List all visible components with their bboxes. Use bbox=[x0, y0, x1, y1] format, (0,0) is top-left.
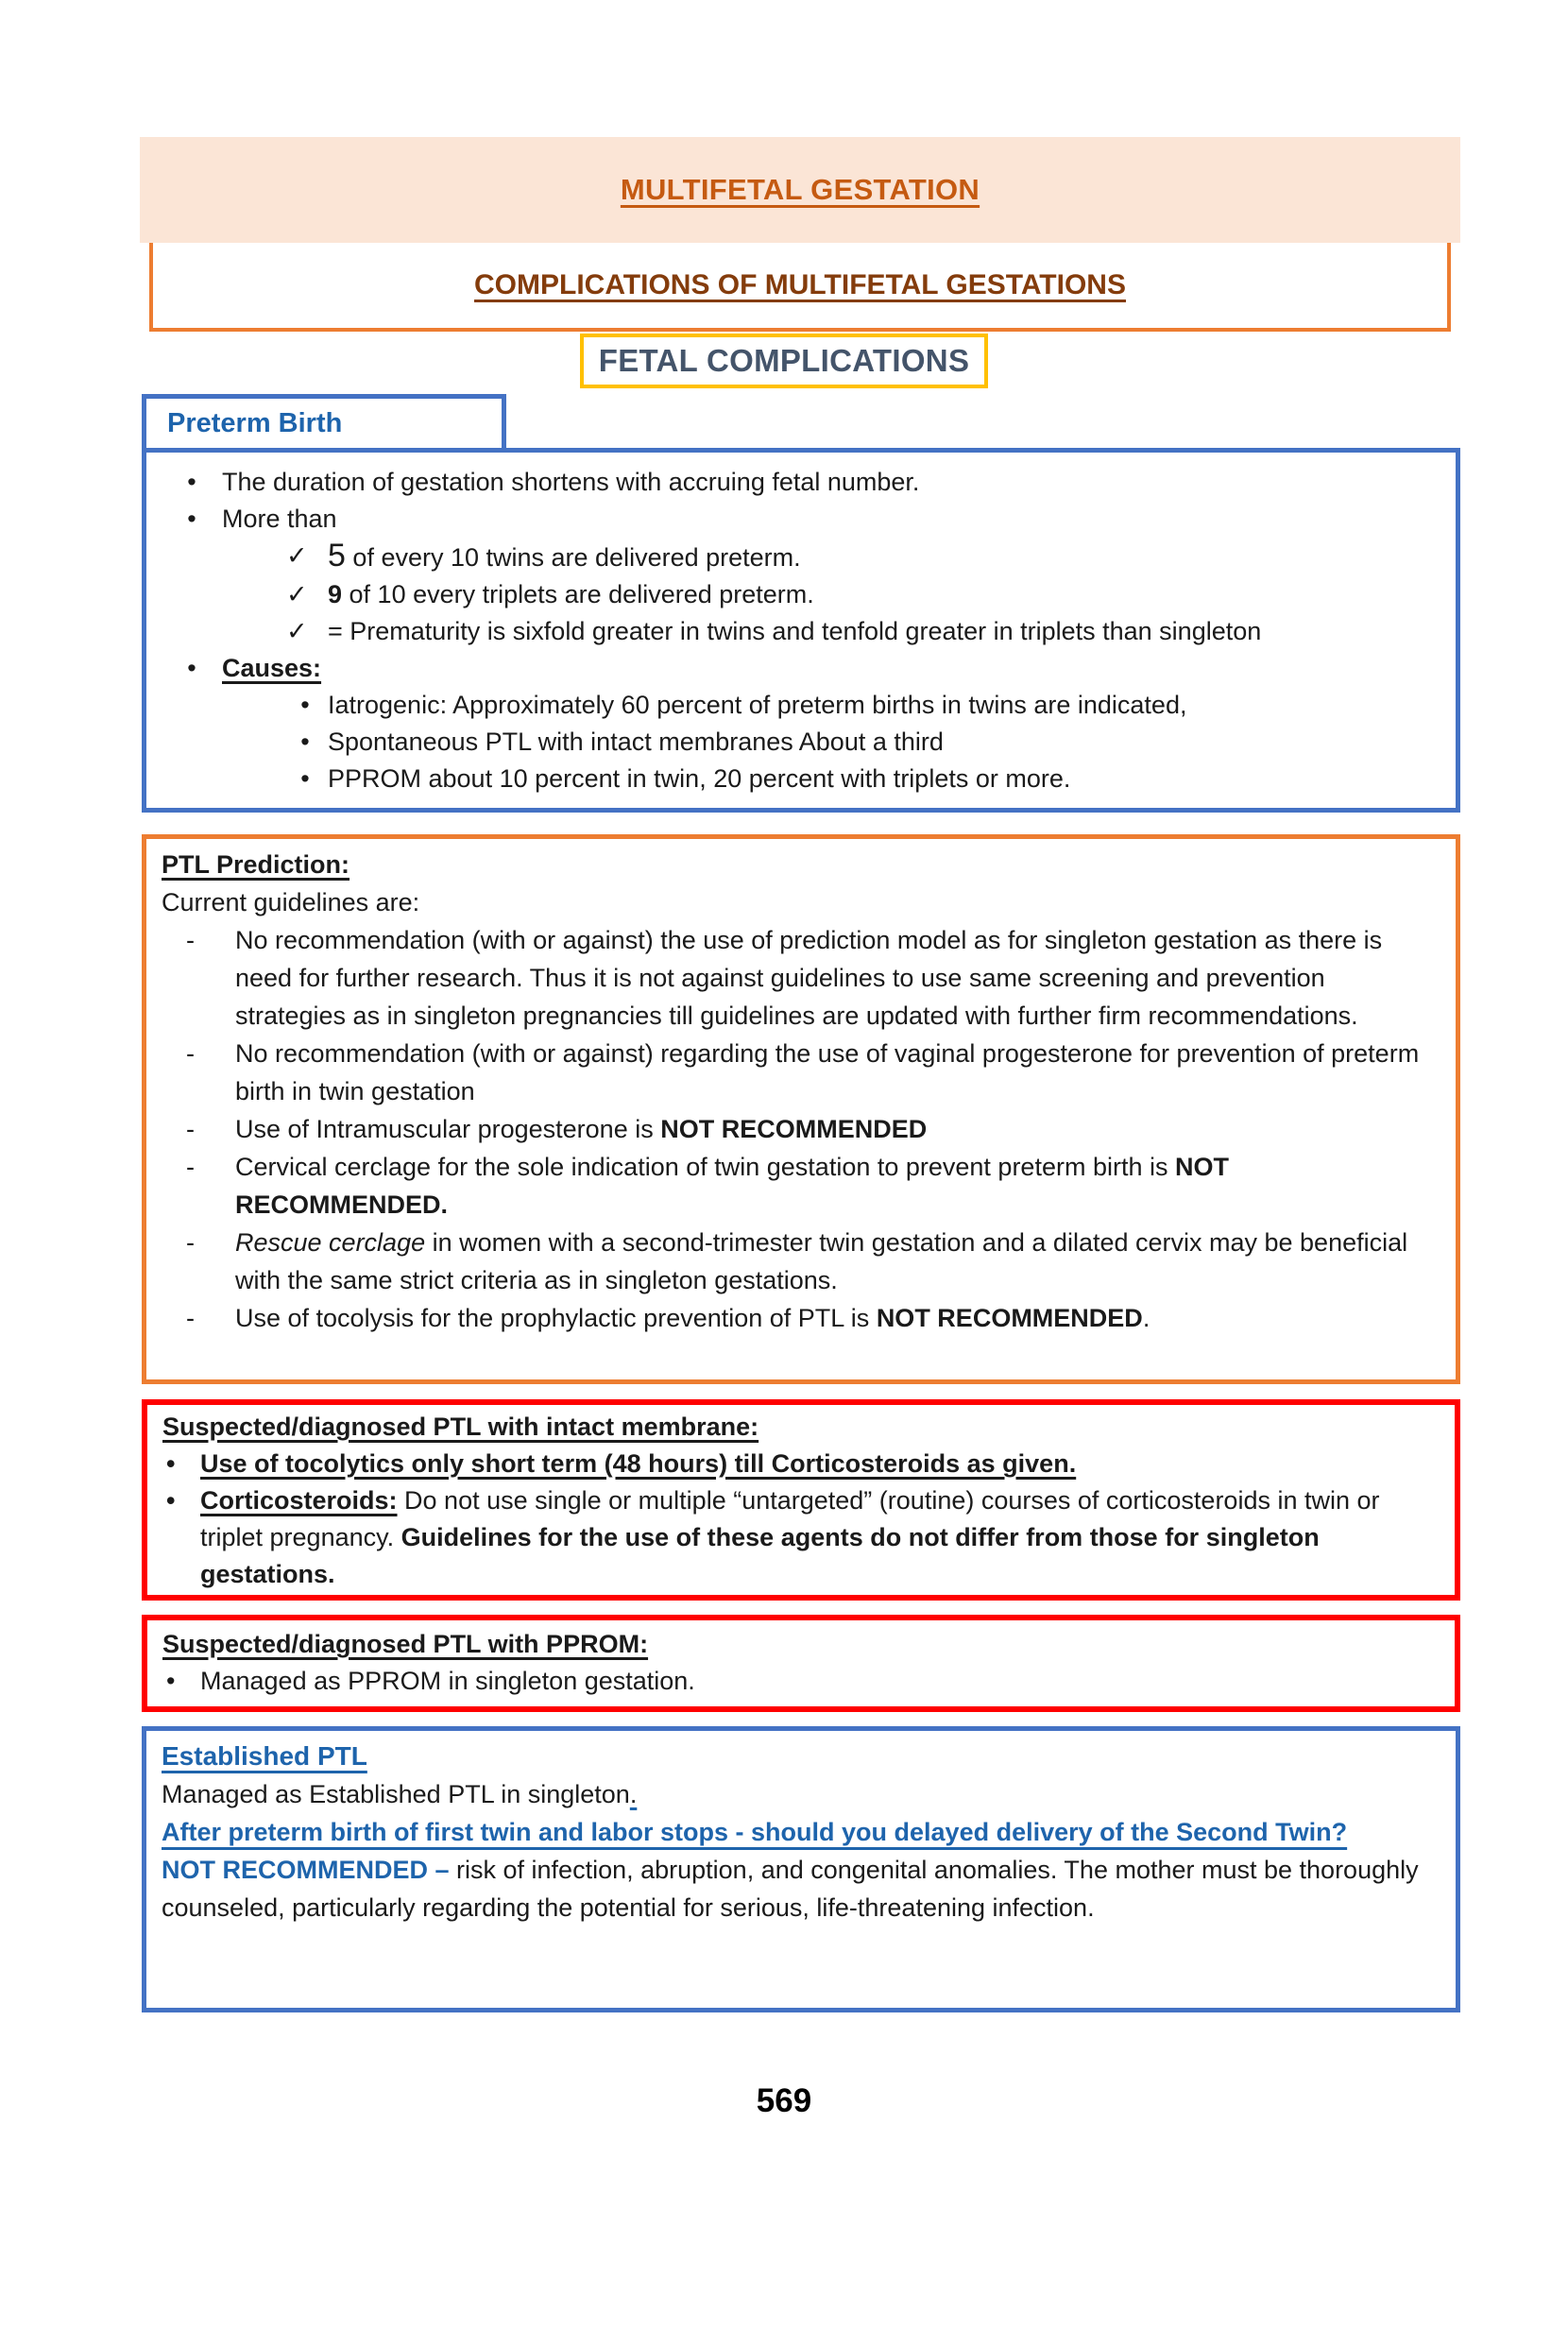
line-text: Managed as Established PTL in singleton bbox=[162, 1780, 630, 1808]
dash-icon: - bbox=[186, 1228, 195, 1257]
established-line bbox=[162, 1775, 1433, 1813]
preterm-birth-box bbox=[142, 448, 1460, 813]
check-item-rest: of 10 every triplets are delivered preterm. bbox=[342, 580, 814, 608]
intact-membrane-heading: Suspected/diagnosed PTL with intact membrane: bbox=[162, 1413, 759, 1441]
list-item-text: More than bbox=[222, 505, 337, 533]
list-item bbox=[162, 1299, 1423, 1337]
list-item bbox=[162, 1148, 1423, 1224]
list-item bbox=[162, 501, 1427, 538]
complications-header-box bbox=[149, 243, 1451, 332]
established-ptl-box bbox=[142, 1726, 1460, 2012]
list-item-text bbox=[235, 1148, 1423, 1224]
list-item bbox=[282, 687, 1427, 724]
list-item bbox=[162, 1110, 1423, 1148]
bullet-icon: • bbox=[166, 1449, 176, 1478]
list-item bbox=[162, 1446, 1432, 1482]
tocolytics-text: Use of tocolytics only short term (48 hours) till Corticosteroids as given. bbox=[200, 1449, 1077, 1478]
rescue-cerclage-text: Rescue cerclage bbox=[235, 1228, 426, 1257]
answer-line bbox=[162, 1851, 1433, 1927]
dash-icon: - bbox=[186, 1304, 195, 1332]
check-item-rest: of every 10 twins are delivered preterm. bbox=[345, 543, 801, 572]
ptl-pprom-box bbox=[142, 1615, 1460, 1712]
list-item bbox=[162, 1035, 1423, 1110]
list-item bbox=[162, 921, 1423, 1035]
period-mark: . bbox=[629, 1780, 638, 1808]
bullet-icon: • bbox=[166, 1486, 176, 1515]
check-item bbox=[282, 576, 1427, 613]
ptl-prediction-box bbox=[142, 834, 1460, 1384]
list-item bbox=[162, 650, 1427, 687]
check-item-text bbox=[328, 538, 1427, 576]
ptl-prediction-heading: PTL Prediction: bbox=[162, 850, 350, 879]
pprom-heading: Suspected/diagnosed PTL with PPROM: bbox=[162, 1630, 649, 1658]
list-item-text: PPROM about 10 percent in twin, 20 percent with triplets or more. bbox=[328, 764, 1071, 793]
bullet-icon: • bbox=[187, 468, 196, 496]
dash-icon: - bbox=[186, 1039, 195, 1068]
list-item-text: No recommendation (with or against) regarding the use of vaginal progesterone for prevention of preterm birth in twin gestation bbox=[235, 1039, 1420, 1105]
dash-icon: - bbox=[186, 1115, 195, 1143]
check-item-text: = Prematurity is sixfold greater in twins and tenfold greater in triplets than singleton bbox=[328, 617, 1262, 645]
check-icon: ✓ bbox=[286, 617, 308, 645]
complications-title: COMPLICATIONS OF MULTIFETAL GESTATIONS bbox=[474, 269, 1126, 300]
page-title: MULTIFETAL GESTATION bbox=[620, 173, 980, 206]
check-icon: ✓ bbox=[286, 541, 308, 570]
causes-heading: Causes: bbox=[222, 654, 322, 682]
list-item-text: Iatrogenic: Approximately 60 percent of preterm births in twins are indicated, bbox=[328, 691, 1187, 719]
bullet-icon: • bbox=[300, 764, 310, 793]
preterm-birth-tab-label: Preterm Birth bbox=[167, 407, 343, 438]
corticosteroids-label: Corticosteroids: bbox=[200, 1486, 398, 1515]
guidelines-bold-text: Guidelines for the use of these agents do not differ from those for singleton gestations. bbox=[200, 1523, 1320, 1588]
list-item bbox=[162, 1482, 1432, 1593]
list-item bbox=[162, 1224, 1423, 1299]
check-icon: ✓ bbox=[286, 580, 308, 608]
list-item bbox=[162, 1663, 1432, 1700]
check-list bbox=[282, 538, 1427, 650]
not-recommended-text: NOT RECOMMENDED. bbox=[235, 1153, 1229, 1219]
answer-rest: risk of infection, abruption, and congenital anomalies. The mother must be thoroughly counseled, particularly regarding the potential for serious, life-threatening infection. bbox=[162, 1856, 1419, 1922]
list-item-text bbox=[235, 1299, 1423, 1337]
ptl-prediction-intro: Current guidelines are: bbox=[162, 888, 420, 916]
title-banner bbox=[140, 137, 1460, 243]
item-text: Use of tocolysis for the prophylactic prevention of PTL is bbox=[235, 1304, 877, 1332]
established-ptl-heading: Established PTL bbox=[162, 1741, 367, 1771]
item-text: in women with a second-trimester twin gestation and a dilated cervix may be beneficial with the same strict criteria as in singleton gestations. bbox=[235, 1228, 1408, 1294]
ptl-intact-membrane-box bbox=[142, 1399, 1460, 1601]
not-recommended-text: NOT RECOMMENDED – bbox=[162, 1856, 457, 1884]
dash-icon: - bbox=[186, 926, 195, 954]
fetal-complications-title: FETAL COMPLICATIONS bbox=[598, 343, 970, 378]
list-item bbox=[162, 464, 1427, 501]
preterm-birth-tab bbox=[142, 394, 506, 453]
list-item bbox=[282, 761, 1427, 797]
list-item-text: No recommendation (with or against) the use of prediction model as for singleton gestation as there is need for further research. Thus it is not against guidelines to use same screening and prevention strategies as in singleton pregnancies till guidelines are updated with further firm recommendations. bbox=[235, 926, 1383, 1030]
list-item-text bbox=[235, 1110, 1423, 1148]
bullet-icon: • bbox=[187, 654, 196, 682]
item-text: Do not use single or multiple “untargeted” (routine) courses of corticosteroids in twin or triplet pregnancy. bbox=[200, 1486, 1380, 1551]
check-item bbox=[282, 613, 1427, 650]
check-item bbox=[282, 538, 1427, 576]
page-number: 569 bbox=[756, 2082, 812, 2119]
list-item-text: Spontaneous PTL with intact membranes About a third bbox=[328, 728, 944, 756]
bullet-icon: • bbox=[300, 728, 310, 756]
item-text: Use of Intramuscular progesterone is bbox=[235, 1115, 661, 1143]
stat-number: 5 bbox=[328, 538, 346, 574]
stat-number: 9 bbox=[328, 580, 343, 608]
item-text: Cervical cerclage for the sole indication of twin gestation to prevent preterm birth is bbox=[235, 1153, 1175, 1181]
delayed-delivery-question: After preterm birth of first twin and labor stops - should you delayed delivery of the Second Twin? bbox=[162, 1818, 1348, 1846]
bullet-icon: • bbox=[300, 691, 310, 719]
list-item-text bbox=[235, 1224, 1423, 1299]
bullet-icon: • bbox=[187, 505, 196, 533]
item-text: . bbox=[1142, 1304, 1150, 1332]
dash-icon: - bbox=[186, 1153, 195, 1181]
causes-list bbox=[282, 687, 1427, 797]
not-recommended-text: NOT RECOMMENDED bbox=[876, 1304, 1143, 1332]
document-page bbox=[0, 137, 1568, 2329]
list-item-text: Managed as PPROM in singleton gestation. bbox=[200, 1667, 695, 1695]
list-item bbox=[282, 724, 1427, 761]
bullet-icon: • bbox=[166, 1667, 176, 1695]
list-item-text: The duration of gestation shortens with accruing fetal number. bbox=[222, 468, 920, 496]
not-recommended-text: NOT RECOMMENDED bbox=[660, 1115, 928, 1143]
corticosteroids-text bbox=[200, 1482, 1432, 1593]
fetal-complications-box bbox=[580, 334, 988, 388]
check-item-text bbox=[328, 576, 1427, 613]
